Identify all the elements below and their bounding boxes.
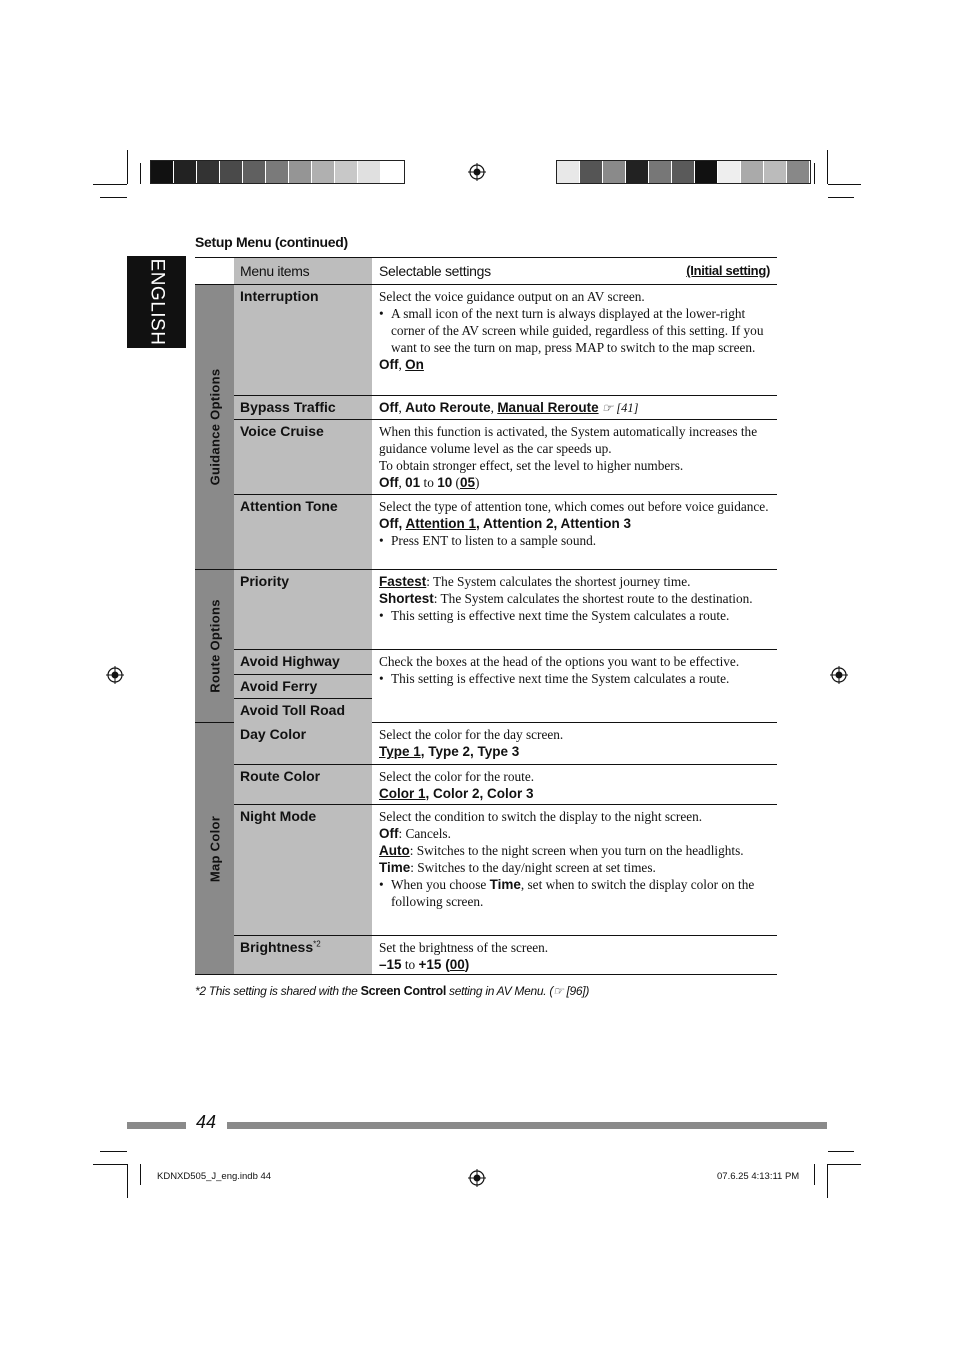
option: 10 [437, 475, 453, 490]
option-desc: : Switches to the day/night screen at set times. [410, 860, 656, 875]
page-bar [227, 1122, 827, 1129]
separator: , [398, 357, 406, 372]
table-row [234, 804, 777, 935]
gray-scale-bar [556, 160, 811, 184]
registration-mark-icon [830, 666, 848, 684]
page-bar [127, 1122, 186, 1129]
option: Time [489, 877, 521, 892]
crop-mark [828, 1164, 861, 1165]
item-desc: Check the boxes at the head of the options you want to be effective. [379, 654, 740, 669]
item-label: Route Color [234, 765, 372, 804]
item-desc: Select the voice guidance output on an AV screen. [379, 289, 645, 304]
group-route [195, 570, 777, 723]
group-map-color [195, 723, 777, 975]
footnote-marker: *2 [313, 939, 321, 949]
item-label: Avoid Toll Road [234, 698, 372, 723]
option: Off [379, 357, 399, 372]
option: , Color 2, Color 3 [425, 786, 534, 801]
option-initial: Attention 1 [405, 516, 477, 531]
table-row [234, 723, 777, 764]
settings-table [195, 257, 777, 975]
item-desc: Select the color for the route. [379, 769, 535, 784]
option-initial: 05 [459, 475, 476, 490]
table-row [234, 419, 777, 494]
option-desc: : The System calculates the shortest journey time. [426, 574, 691, 589]
table-row [234, 395, 777, 419]
footnote-text: *2 This setting is shared with the [195, 984, 361, 998]
option-desc: : The System calculates the shortest route to the destination. [433, 591, 753, 606]
option: +15 [418, 957, 442, 972]
registration-mark-icon [468, 163, 486, 181]
language-label: ENGLISH [146, 258, 168, 346]
item-label: Avoid Ferry [234, 674, 372, 698]
crop-mark [127, 150, 128, 184]
table-row [234, 285, 777, 395]
item-label-text: Brightness [240, 939, 314, 955]
option-initial: Manual Reroute [497, 400, 599, 415]
table-row [234, 935, 777, 974]
option: Time [379, 860, 411, 875]
option-initial: Color 1 [379, 786, 426, 801]
item-bullet [379, 876, 770, 910]
section-title: Setup Menu (continued) [195, 234, 348, 250]
language-tab [127, 256, 186, 348]
item-desc: Select the color for the day screen. [379, 727, 564, 742]
crop-mark [127, 1164, 128, 1198]
crop-mark [828, 197, 854, 198]
page-ref: ☞ [41] [601, 401, 639, 415]
crop-mark [140, 163, 141, 184]
option: , Type 2, Type 3 [420, 744, 520, 759]
bullet-text: When you choose [391, 877, 490, 892]
option: Shortest [379, 591, 434, 606]
item-label [234, 936, 372, 974]
item-bullet: • This setting is effective next time the System calculates a route. [379, 670, 770, 687]
item-label: Avoid Highway [234, 650, 372, 674]
separator: ( [441, 957, 450, 972]
option-initial: Auto [379, 843, 410, 858]
option-initial: On [405, 357, 424, 372]
crop-mark [140, 1164, 141, 1185]
group-label: Guidance Options [207, 368, 222, 486]
bullet-text: , set when to switch the display color on the following screen. [391, 877, 755, 909]
crop-mark [828, 1151, 854, 1152]
item-label: Night Mode [234, 805, 372, 935]
item-desc: To obtain stronger effect, set the level to higher numbers. [379, 458, 684, 473]
option: Off [379, 826, 399, 841]
table-row [234, 570, 777, 649]
header-selectable: Selectable settings [379, 263, 491, 279]
item-desc: When this function is activated, the System automatically increases the guidance volume level as the car speeds up. [379, 424, 758, 456]
option: Auto Reroute [405, 400, 491, 415]
separator: , [398, 516, 406, 531]
item-label: Interruption [234, 285, 372, 395]
item-label: Bypass Traffic [234, 396, 372, 419]
crop-mark [814, 163, 815, 184]
option: Off [379, 475, 399, 490]
separator: ) [475, 475, 480, 490]
item-bullet: • A small icon of the next turn is always displayed at the lower-right corner of the AV screen while guided, regardless of this setting. If you want to see the turn on map, press MAP to switch to the map screen. [379, 305, 770, 356]
option-initial: Type 1 [379, 744, 421, 759]
option-initial: Fastest [379, 574, 427, 589]
item-label: Voice Cruise [234, 420, 372, 494]
slug-file: KDNXD505_J_eng.indb 44 [157, 1171, 272, 1182]
page-number: 44 [196, 1112, 217, 1132]
group-label: Route Options [207, 599, 222, 693]
separator: to [401, 957, 419, 972]
item-label: Day Color [234, 723, 372, 764]
crop-mark [814, 1164, 815, 1185]
option: 01 [405, 475, 421, 490]
option: –15 [379, 957, 402, 972]
option: , Attention 2, Attention 3 [476, 516, 632, 531]
separator: to [420, 475, 438, 490]
option: Off [379, 516, 399, 531]
gray-scale-bar [150, 160, 405, 184]
footnote-text: setting in AV Menu. (☞ [96]) [446, 984, 590, 998]
group-label: Map Color [207, 815, 222, 882]
crop-mark [100, 1151, 127, 1152]
item-label: Attention Tone [234, 495, 372, 569]
table-row [234, 649, 777, 722]
option: Off [379, 400, 399, 415]
separator: ( [452, 475, 460, 490]
item-desc: Set the brightness of the screen. [379, 940, 549, 955]
item-desc: Select the condition to switch the display to the night screen. [379, 809, 703, 824]
separator: , [398, 475, 406, 490]
option-desc: : Switches to the night screen when you turn on the headlights. [409, 843, 744, 858]
item-bullet: • This setting is effective next time the System calculates a route. [379, 607, 770, 624]
crop-mark [827, 150, 828, 184]
group-guidance [195, 285, 777, 570]
table-row [234, 494, 777, 569]
header-menu-items: Menu items [234, 258, 372, 284]
footnote [195, 984, 589, 998]
table-row [234, 764, 777, 804]
crop-mark [828, 184, 861, 185]
slug-date: 07.6.25 4:13:11 PM [717, 1171, 800, 1182]
crop-mark [100, 197, 127, 198]
option-initial: 00 [449, 957, 465, 972]
item-label: Priority [234, 570, 372, 649]
registration-mark-icon [106, 666, 124, 684]
table-header [195, 257, 777, 285]
crop-mark [93, 184, 127, 185]
crop-mark [93, 1164, 127, 1165]
item-bullet: • Press ENT to listen to a sample sound. [379, 532, 770, 549]
registration-mark-icon [468, 1169, 486, 1187]
item-desc: Select the type of attention tone, which comes out before voice guidance. [379, 499, 769, 514]
footnote-bold: Screen Control [360, 984, 446, 998]
separator: , [398, 400, 406, 415]
crop-mark [827, 1164, 828, 1198]
header-initial: (Initial setting) [686, 263, 770, 278]
separator: , [490, 400, 498, 415]
separator: ) [464, 957, 470, 972]
option-desc: : Cancels. [398, 826, 451, 841]
